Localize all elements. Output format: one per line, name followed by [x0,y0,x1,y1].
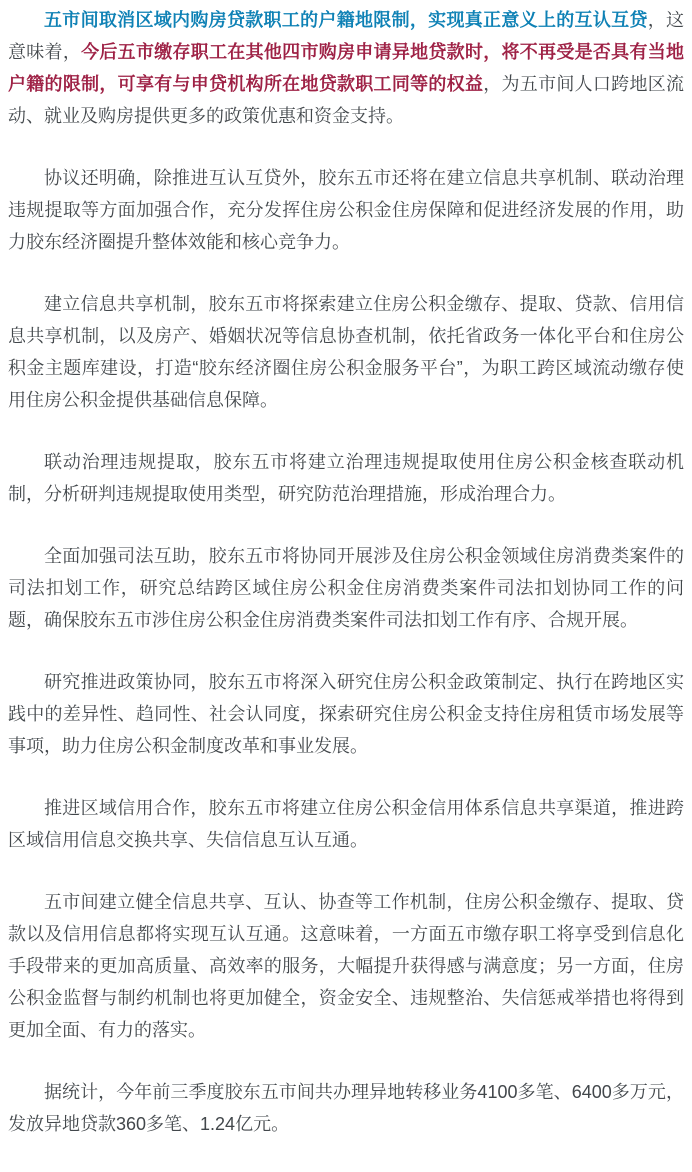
paragraph-7 [8,792,684,856]
highlight-text-run: 五市间取消区域内购房贷款职工的户籍地限制，实现真正意义上的互认互贷 [44,10,648,30]
text-run: 协议还明确，除推进互认互贷外，胶东五市还将在建立信息共享机制、联动治理违规提取等方面加强合作，充分发挥住房公积金住房保障和促进经济发展的作用，助力胶东经济圈提升整体效能和核心竞争力。 [8,168,684,252]
text-run: 建立信息共享机制，胶东五市将探索建立住房公积金缴存、提取、贷款、信用信息共享机制，以及房产、婚姻状况等信息协查机制，依托省政务一体化平台和住房公积金主题库建设，打造“胶东经济圈住房公积金服务平台”，为职工跨区域流动缴存使用住房公积金提供基础信息保障。 [8,294,684,410]
paragraph-4 [8,446,684,510]
paragraph-8 [8,886,684,1046]
paragraph-5 [8,540,684,636]
text-run: 全面加强司法互助，胶东五市将协同开展涉及住房公积金领域住房消费类案件的司法扣划工作，研究总结跨区域住房公积金住房消费类案件司法扣划协同工作的问题，确保胶东五市涉住房公积金住房消费类案件司法扣划工作有序、合规开展。 [8,546,684,630]
text-run: ，为五市间人口跨地区流动、就业及购房提供更多的政策优惠和资金支持。 [8,74,685,126]
text-run: 五市间建立健全信息共享、互认、协查等工作机制，住房公积金缴存、提取、贷款以及信用信息都将实现互认互通。这意味着，一方面五市缴存职工将享受到信息化手段带来的更加高质量、高效率的服务，大幅提升获得感与满意度；另一方面，住房公积金监督与制约机制也将更加健全，资金安全、违规整治、失信惩戒举措也将得到更加全面、有力的落实。 [8,892,684,1040]
text-run: 据统计，今年前三季度胶东五市间共办理异地转移业务4100多笔、6400多万元，发放异地贷款360多笔、1.24亿元。 [8,1082,684,1134]
text-run: ，这意味着， [8,10,684,62]
paragraph-6 [8,666,684,762]
paragraph-3 [8,288,684,416]
text-run: 推进区域信用合作，胶东五市将建立住房公积金信用体系信息共享渠道，推进跨区域信用信息交换共享、失信信息互认互通。 [8,798,684,850]
highlight-text-run: 今后五市缴存职工在其他四市购房申请异地贷款时，将不再受是否具有当地户籍的限制，可享有与申贷机构所在地贷款职工同等的权益 [8,42,685,94]
text-run: 研究推进政策协同，胶东五市将深入研究住房公积金政策制定、执行在跨地区实践中的差异性、趋同性、社会认同度，探索研究住房公积金支持住房租赁市场发展等事项，助力住房公积金制度改革和事业发展。 [8,672,684,756]
paragraph-1 [8,4,684,132]
paragraph-2 [8,162,684,258]
text-run: 联动治理违规提取，胶东五市将建立治理违规提取使用住房公积金核查联动机制，分析研判违规提取使用类型，研究防范治理措施，形成治理合力。 [8,452,684,504]
paragraph-9 [8,1076,684,1140]
